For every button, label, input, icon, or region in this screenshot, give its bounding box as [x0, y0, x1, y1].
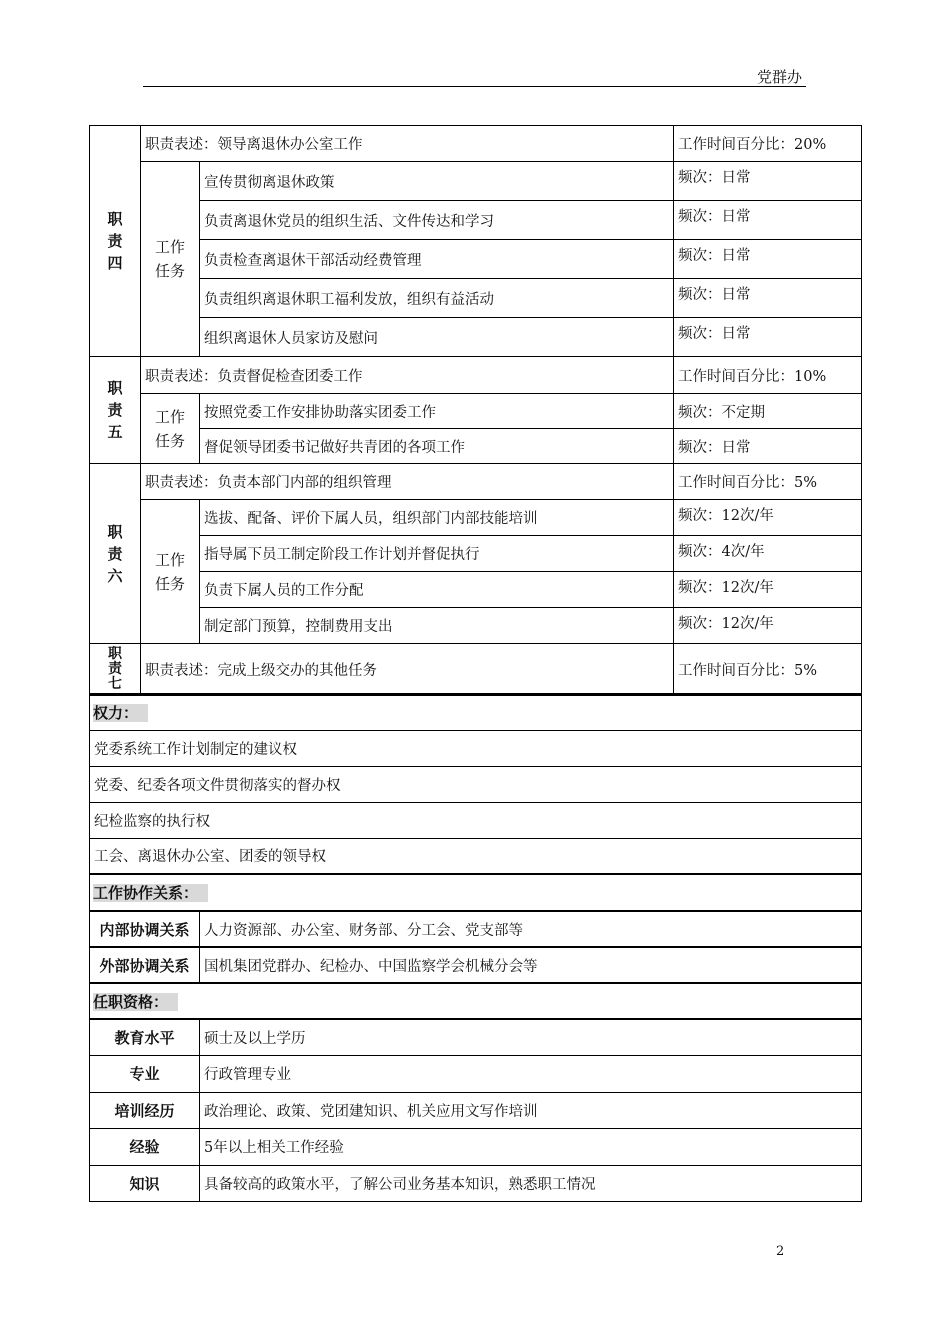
duty4-task-1: 宣传贯彻离退休政策 — [200, 162, 674, 201]
duty4-task-4: 负责组织离退休职工福利发放，组织有益活动 — [200, 279, 674, 318]
qualification-label-knowledge: 知识 — [90, 1165, 200, 1201]
duty6-task-3: 负责下属人员的工作分配 — [200, 572, 674, 608]
duty6-desc-row — [90, 464, 862, 500]
qualification-row — [90, 1128, 862, 1165]
duty4-title: 职 责 四 — [90, 126, 141, 357]
duty4-description: 职责表述：领导离退休办公室工作 — [141, 126, 674, 162]
header-department: 党群办 — [757, 68, 803, 86]
qualification-row — [90, 1165, 862, 1201]
qualification-value-training: 政治理论、政策、党团建知识、机关应用文写作培训 — [200, 1092, 862, 1128]
qualification-label-experience: 经验 — [90, 1128, 200, 1165]
authority-title-row — [90, 694, 862, 730]
duty5-description: 职责表述：负责督促检查团委工作 — [141, 357, 674, 394]
list-item — [90, 802, 862, 838]
duty6-description: 职责表述：负责本部门内部的组织管理 — [141, 464, 674, 500]
duty7-row — [90, 644, 862, 696]
table-row — [90, 500, 862, 536]
qualification-value-knowledge: 具备较高的政策水平，了解公司业务基本知识，熟悉职工情况 — [200, 1165, 862, 1201]
duty6-freq-1: 频次：12次/年 — [674, 500, 862, 536]
duty6-task-4: 制定部门预算，控制费用支出 — [200, 608, 674, 644]
list-item — [90, 766, 862, 802]
duty4-task-3: 负责检查离退休干部活动经费管理 — [200, 240, 674, 279]
external-relations-value: 国机集团党群办、纪检办、中国监察学会机械分会等 — [200, 947, 862, 983]
duty5-time-percent: 工作时间百分比：10% — [674, 357, 862, 394]
external-relations-label: 外部协调关系 — [90, 947, 200, 983]
duty4-freq-4: 频次：日常 — [674, 279, 862, 318]
authority-item-4: 工会、离退休办公室、团委的领导权 — [90, 838, 862, 874]
duty4-time-percent: 工作时间百分比：20% — [674, 126, 862, 162]
table-row — [90, 394, 862, 429]
duty7-time-percent: 工作时间百分比：5% — [674, 644, 862, 696]
internal-relations-row — [90, 911, 862, 947]
duty5-title: 职 责 五 — [90, 357, 141, 464]
duty6-task-1: 选拔、配备、评价下属人员，组织部门内部技能培训 — [200, 500, 674, 536]
duty4-freq-2: 频次：日常 — [674, 201, 862, 240]
page-number: 2 — [776, 1244, 785, 1259]
duty7-description: 职责表述：完成上级交办的其他任务 — [141, 644, 674, 696]
internal-relations-label: 内部协调关系 — [90, 911, 200, 947]
list-item — [90, 730, 862, 766]
duty4-freq-1: 频次：日常 — [674, 162, 862, 201]
duty5-task-2: 督促领导团委书记做好共青团的各项工作 — [200, 429, 674, 464]
authority-item-3: 纪检监察的执行权 — [90, 802, 862, 838]
duty6-freq-4: 频次：12次/年 — [674, 608, 862, 644]
external-relations-row — [90, 947, 862, 983]
table-row — [90, 201, 862, 240]
duty7-title: 职 责 七 — [90, 644, 141, 696]
duty6-task-2: 指导属下员工制定阶段工作计划并督促执行 — [200, 536, 674, 572]
list-item — [90, 838, 862, 874]
qualification-label-training: 培训经历 — [90, 1092, 200, 1128]
info-table — [89, 693, 862, 1202]
relations-title: 工作协作关系： — [90, 874, 862, 911]
authority-item-1: 党委系统工作计划制定的建议权 — [90, 730, 862, 766]
duty6-task-label: 工作 任务 — [141, 500, 200, 644]
qualification-label-education: 教育水平 — [90, 1019, 200, 1055]
duty4-desc-row — [90, 126, 862, 162]
duty6-title: 职 责 六 — [90, 464, 141, 644]
duty5-desc-row — [90, 357, 862, 394]
table-row — [90, 429, 862, 464]
header-rule — [143, 86, 806, 87]
table-row — [90, 572, 862, 608]
qualification-row — [90, 1019, 862, 1055]
duty6-freq-2: 频次：4次/年 — [674, 536, 862, 572]
authority-item-2: 党委、纪委各项文件贯彻落实的督办权 — [90, 766, 862, 802]
qualification-row — [90, 1092, 862, 1128]
qualification-label-major: 专业 — [90, 1055, 200, 1092]
table-row — [90, 536, 862, 572]
relations-title-row — [90, 874, 862, 911]
authority-title: 权力： — [90, 694, 862, 730]
table-row — [90, 318, 862, 357]
duty4-task-5: 组织离退休人员家访及慰问 — [200, 318, 674, 357]
qualification-value-major: 行政管理专业 — [200, 1055, 862, 1092]
qualifications-title: 任职资格： — [90, 983, 862, 1019]
table-row — [90, 608, 862, 644]
internal-relations-value: 人力资源部、办公室、财务部、分工会、党支部等 — [200, 911, 862, 947]
duty4-freq-3: 频次：日常 — [674, 240, 862, 279]
duty6-freq-3: 频次：12次/年 — [674, 572, 862, 608]
duty5-freq-2: 频次：日常 — [674, 429, 862, 464]
duty6-time-percent: 工作时间百分比：5% — [674, 464, 862, 500]
duty5-freq-1: 频次：不定期 — [674, 394, 862, 429]
duty4-freq-5: 频次：日常 — [674, 318, 862, 357]
qualification-value-education: 硕士及以上学历 — [200, 1019, 862, 1055]
duty5-task-1: 按照党委工作安排协助落实团委工作 — [200, 394, 674, 429]
qualification-row — [90, 1055, 862, 1092]
duty5-task-label: 工作 任务 — [141, 394, 200, 464]
qualification-value-experience: 5年以上相关工作经验 — [200, 1128, 862, 1165]
duty4-task-2: 负责离退休党员的组织生活、文件传达和学习 — [200, 201, 674, 240]
table-row — [90, 279, 862, 318]
qualifications-title-row — [90, 983, 862, 1019]
duties-table — [89, 125, 862, 696]
table-row — [90, 240, 862, 279]
table-row — [90, 162, 862, 201]
duty4-task-label: 工作 任务 — [141, 162, 200, 357]
